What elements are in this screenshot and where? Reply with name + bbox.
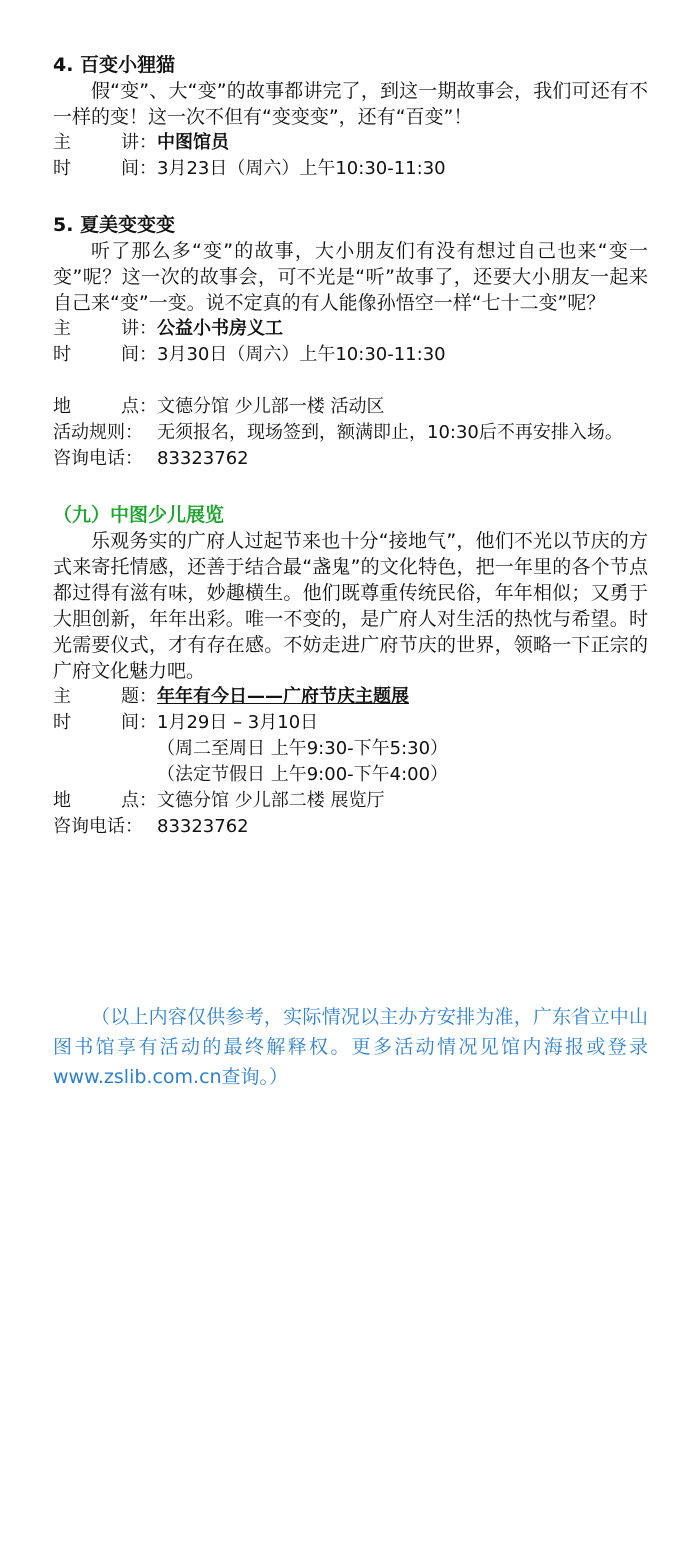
- time-weekday-hours: （周二至周日 上午9:30-下午5:30）: [157, 738, 449, 759]
- phone-row: [53, 446, 648, 472]
- rules-value: 无须报名，现场签到，额满即止，10:30后不再安排入场。: [157, 422, 623, 443]
- document-page: [53, 52, 648, 1092]
- time-row: [53, 156, 648, 182]
- speaker-row: [53, 130, 648, 156]
- event-section-5: [53, 212, 648, 368]
- event-description: 听了那么多“变”的故事，大小朋友们有没有想过自己也来“变一变”呢？这一次的故事会，可不光是“听”故事了，还要大小朋友一起来自己来“变”一变。说不定真的有人能像孙悟空一样“七十二变”呢？: [53, 240, 648, 314]
- speaker-value: 公益小书房义工: [157, 318, 283, 339]
- time-label: 时 间：: [53, 344, 157, 365]
- event-title: 5. 夏美变变变: [53, 214, 176, 236]
- section-heading: （九）中图少儿展览: [53, 504, 225, 526]
- time-row: [53, 342, 648, 368]
- exhibition-description: 乐观务实的广府人过起节来也十分“接地气”，他们不光以节庆的方式来寄托情感，还善于结合最“盏鬼”的文化特色，把一年里的各个节点都过得有滋有味，妙趣横生。他们既尊重传统民俗，年年相似；又勇于大胆创新，年年出彩。唯一不变的，是广府人对生活的热忱与希望。时光需要仪式，才有存在感。不妨走进广府节庆的世界，领略一下正宗的广府文化魅力吧。: [53, 530, 648, 682]
- speaker-value: 中图馆员: [157, 132, 229, 153]
- time-label: 时 间：: [53, 158, 157, 179]
- time-label: 时 间：: [53, 712, 157, 733]
- event-description: 假“变”、大“变”的故事都讲完了，到这一期故事会，我们可还有不一样的变！这一次不但有“变变变”，还有“百变”！: [53, 80, 648, 128]
- place-value: 文德分馆 少儿部二楼 展览厅: [157, 790, 385, 811]
- exhibition-section: [53, 502, 648, 840]
- theme-row: [53, 684, 648, 710]
- phone-row: [53, 814, 648, 840]
- rules-row: [53, 420, 648, 446]
- phone-label: 咨询电话：: [53, 816, 143, 837]
- time-holiday-hours: （法定节假日 上午9:00-下午4:00）: [157, 764, 449, 785]
- place-row: [53, 788, 648, 814]
- speaker-label: 主 讲：: [53, 318, 157, 339]
- phone-value: 83323762: [157, 448, 249, 469]
- speaker-row: [53, 316, 648, 342]
- phone-value: 83323762: [157, 816, 249, 837]
- time-row: [53, 710, 648, 736]
- theme-label: 主 题：: [53, 686, 157, 707]
- phone-label: 咨询电话：: [53, 448, 143, 469]
- time-value: 1月29日 – 3月10日: [157, 712, 319, 733]
- time-value: 3月30日（周六）上午10:30-11:30: [157, 344, 446, 365]
- rules-label: 活动规则：: [53, 422, 143, 443]
- theme-value: 年年有今日——广府节庆主题展: [157, 686, 409, 707]
- time-value: 3月23日（周六）上午10:30-11:30: [157, 158, 446, 179]
- place-value: 文德分馆 少儿部一楼 活动区: [157, 396, 385, 417]
- disclaimer-note: （以上内容仅供参考，实际情况以主办方安排为准，广东省立中山图书馆享有活动的最终解释权。更多活动情况见馆内海报或登录www.zslib.com.cn查询。）: [53, 1006, 648, 1088]
- place-label: 地 点：: [53, 790, 157, 811]
- general-info: [53, 394, 648, 472]
- place-label: 地 点：: [53, 396, 157, 417]
- place-row: [53, 394, 648, 420]
- event-section-4: [53, 52, 648, 182]
- event-title: 4. 百变小狸猫: [53, 54, 176, 76]
- speaker-label: 主 讲：: [53, 132, 157, 153]
